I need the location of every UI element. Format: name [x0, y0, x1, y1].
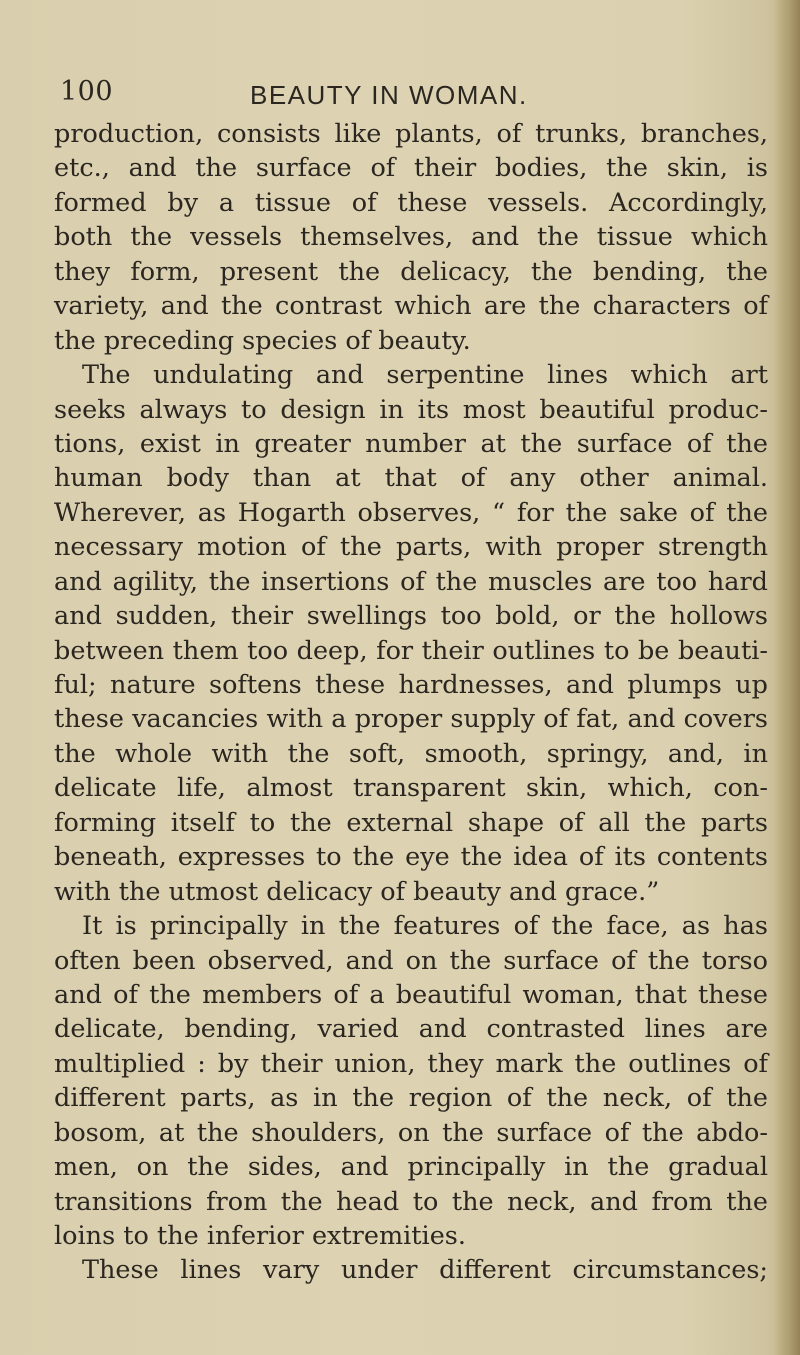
text-line: Wherever, as Hogarth observes, “ for the sake of the — [54, 497, 768, 528]
text-line: the whole with the soft, smooth, springy, and, in — [54, 738, 768, 769]
text-line: beneath, expresses to the eye the idea of its contents — [54, 842, 768, 873]
text-line: human body than at that of any other animal. — [54, 463, 768, 494]
text-line: transitions from the head to the neck, and from the — [54, 1186, 768, 1217]
body-text — [54, 117, 768, 1288]
text-line: between them too deep, for their outlines to be beauti- — [54, 635, 768, 666]
text-line: variety, and the contrast which are the characters of — [54, 291, 768, 322]
text-line: they form, present the delicacy, the bending, the — [54, 256, 768, 287]
text-line: seeks always to design in its most beautiful produc- — [54, 394, 768, 425]
page-header — [0, 76, 800, 116]
text-line: men, on the sides, and principally in the gradual — [54, 1152, 768, 1183]
text-line: delicate, bending, varied and contrasted lines are — [54, 1014, 768, 1045]
text-line: necessary motion of the parts, with proper strength — [54, 532, 768, 563]
page-number: 100 — [60, 76, 114, 107]
text-line: both the vessels themselves, and the tissue which — [54, 222, 768, 253]
text-line: loins to the inferior extremities. — [54, 1221, 466, 1251]
text-line: with the utmost delicacy of beauty and grace.” — [54, 876, 660, 907]
text-line: delicate life, almost transparent skin, which, con- — [54, 773, 768, 804]
page-edge-shadow — [774, 0, 800, 1355]
text-line: These lines vary under different circumstances; — [82, 1255, 768, 1286]
text-line: and sudden, their swellings too bold, or the hollows — [54, 601, 768, 632]
text-line: different parts, as in the region of the neck, of the — [54, 1083, 768, 1114]
text-line: tions, exist in greater number at the surface of the — [54, 428, 768, 459]
text-line: It is principally in the features of the face, as has — [82, 911, 768, 942]
text-line: often been observed, and on the surface of the torso — [54, 945, 768, 976]
text-line: The undulating and serpentine lines which art — [82, 360, 768, 391]
text-line: multiplied : by their union, they mark the outlines of — [54, 1048, 768, 1079]
text-line: production, consists like plants, of trunks, branches, — [54, 119, 768, 149]
text-line: and of the members of a beautiful woman, that these — [54, 979, 768, 1010]
text-line: ful; nature softens these hardnesses, and plumps up — [54, 670, 768, 700]
text-line: formed by a tissue of these vessels. Accordingly, — [54, 187, 768, 218]
running-title: BEAUTY IN WOMAN. — [250, 80, 528, 110]
text-line: these vacancies with a proper supply of fat, and covers — [54, 704, 768, 735]
text-line: bosom, at the shoulders, on the surface of the abdo- — [54, 1117, 768, 1148]
text-line: the preceding species of beauty. — [54, 325, 471, 356]
text-line: and agility, the insertions of the muscles are too hard — [54, 566, 768, 597]
text-line: etc., and the surface of their bodies, the skin, is — [54, 153, 768, 184]
text-line: forming itself to the external shape of all the parts — [54, 807, 768, 838]
